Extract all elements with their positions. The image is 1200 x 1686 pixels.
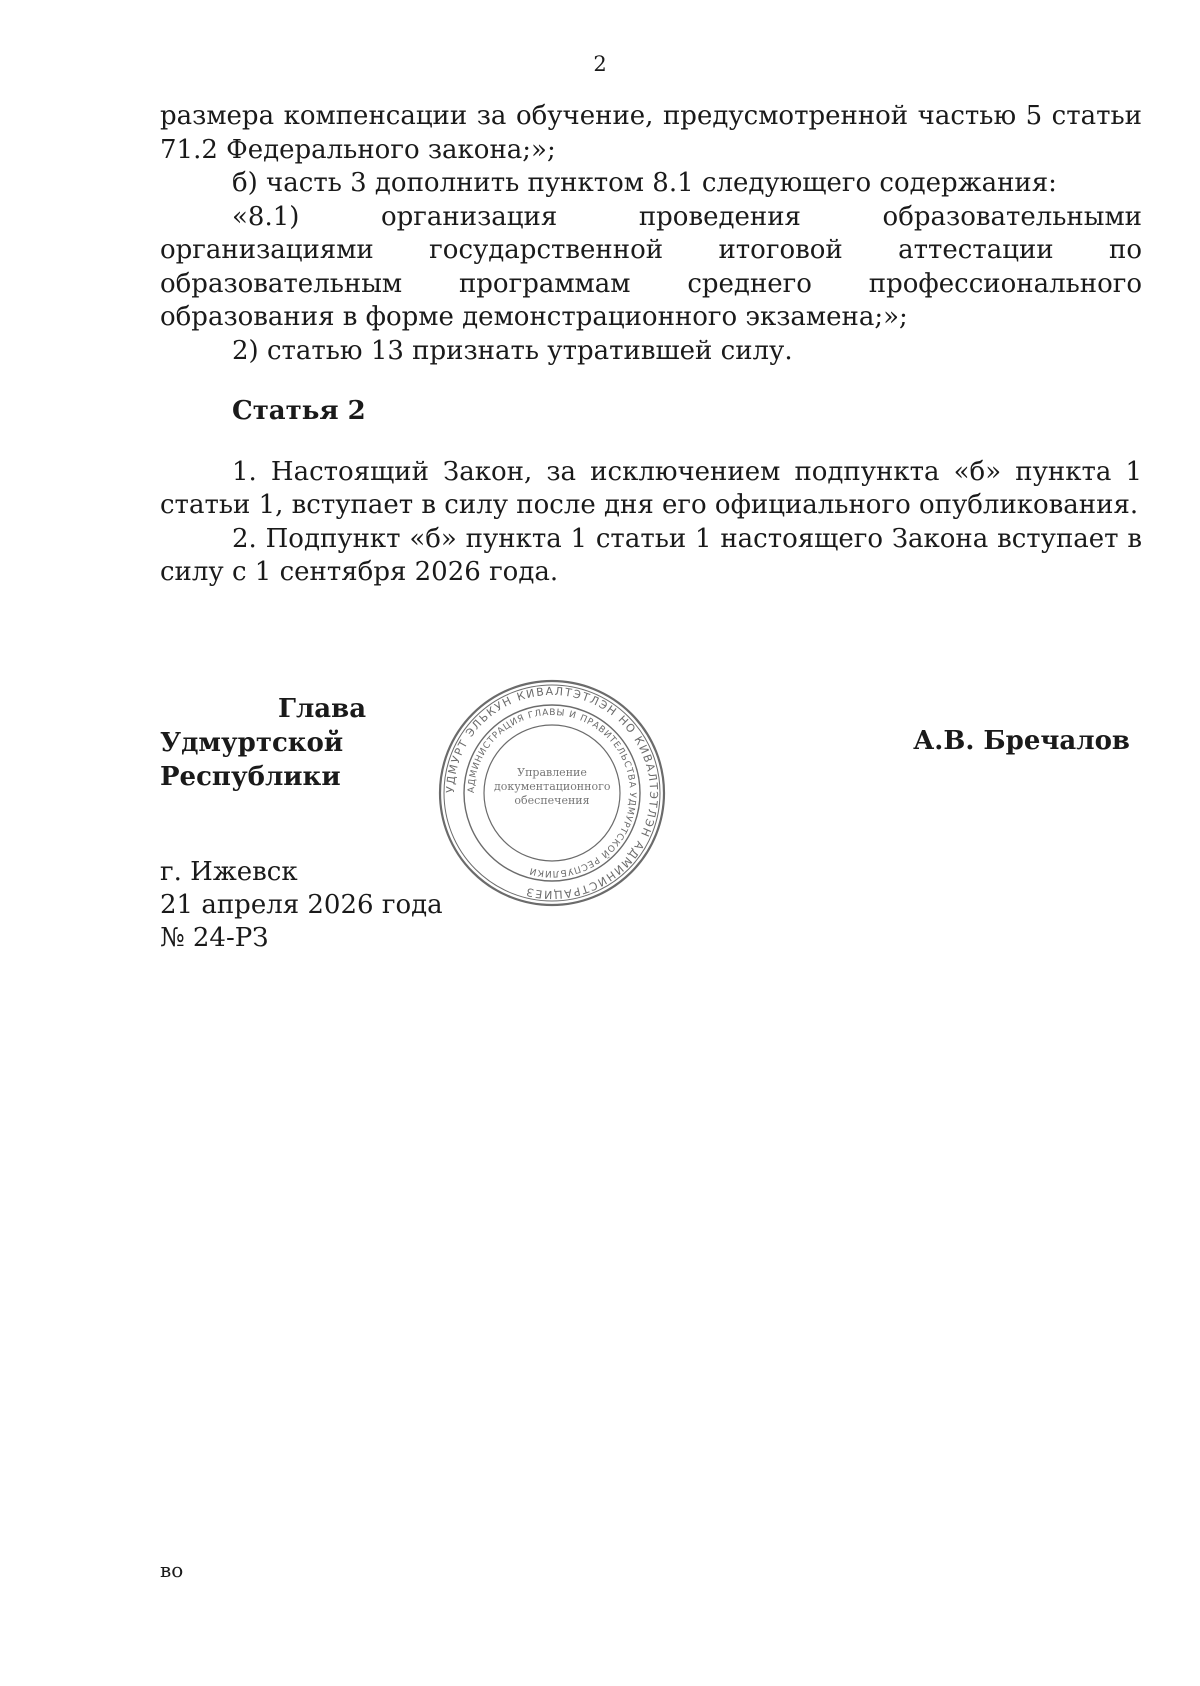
article-item: 1. Настоящий Закон, за исключением подпункта «б» пункта 1 статьи 1, вступает в силу после дня его официального опубликования.	[160, 456, 1142, 520]
article-title: Статья 2	[232, 396, 366, 426]
seal-inner-text: АДМИНИСТРАЦИЯ ГЛАВЫ И ПРАВИТЕЛЬСТВА УДМУРТСКОЙ РЕСПУБЛИКИ	[466, 707, 638, 879]
place-city: г. Ижевск	[160, 857, 298, 887]
paragraph: б) часть 3 дополнить пунктом 8.1 следующего содержания:	[232, 168, 1057, 198]
paragraph: 2) статью 13 признать утратившей силу.	[232, 335, 793, 366]
footer-mark: во	[160, 1558, 184, 1582]
signatory-name: А.В. Бречалов	[913, 726, 1130, 756]
signatory-title-line: Глава	[278, 694, 367, 724]
signatory-title-line: Удмуртской Республики	[160, 728, 344, 792]
paragraph: «8.1) организация проведения образовательными организациями государственной итоговой аттестации по образовательным программам среднего профессионального образования в форме демонстрационного экзамена;»;	[160, 201, 1142, 332]
law-number: № 24-РЗ	[160, 923, 269, 953]
official-seal-icon	[437, 678, 667, 908]
paragraph: размера компенсации за обучение, предусмотренной частью 5 статьи 71.2 Федерального закона;»;	[160, 101, 1142, 165]
article-item: 2. Подпункт «б» пункта 1 статьи 1 настоящего Закона вступает в силу с 1 сентября 2026 года.	[160, 523, 1142, 587]
place-date-block	[160, 856, 443, 955]
seal-center-text: Управление документационного обеспечения	[494, 766, 610, 807]
seal-outer-text: УДМУРТ ЭЛЬКУН КИВАЛТЭТЛЭН НО КИВАЛТЭТЛЭН АДМИНИСТРАЦИЕЗ	[443, 684, 661, 902]
page-number: 2	[593, 52, 607, 76]
document-body	[160, 100, 1142, 590]
law-date: 21 апреля 2026 года	[160, 890, 443, 920]
